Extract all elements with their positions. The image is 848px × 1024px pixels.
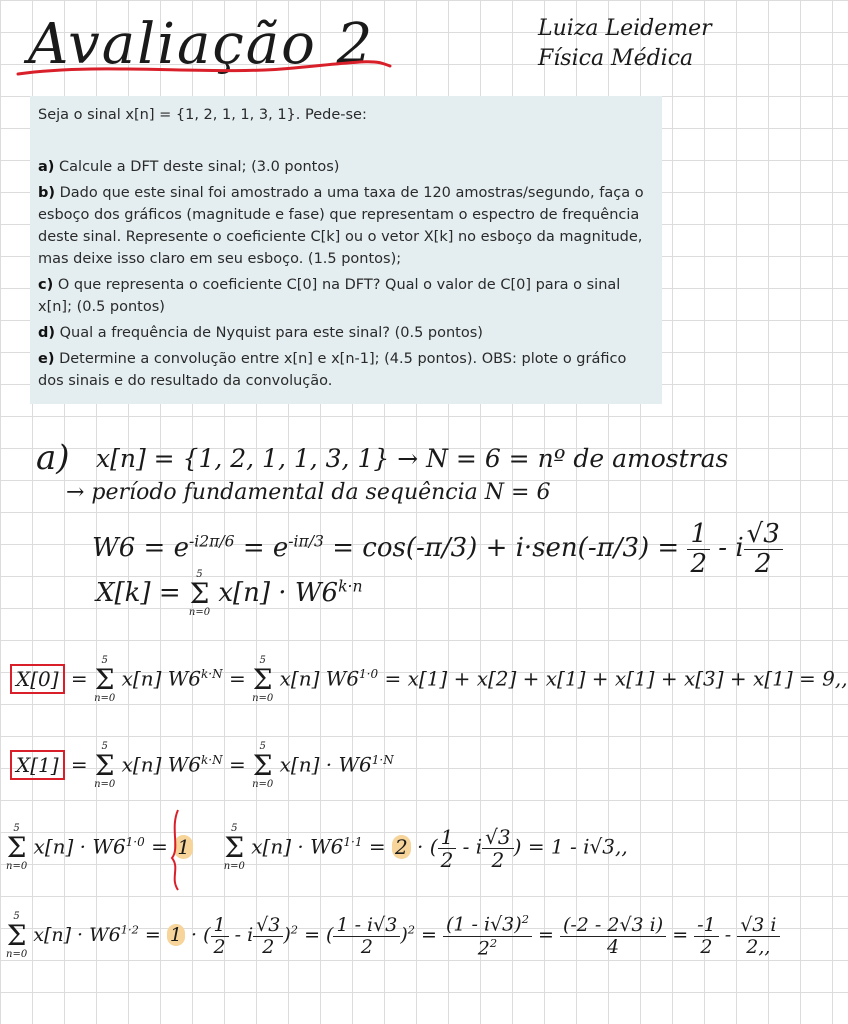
x0-result: = x[1] + x[2] + x[1] + x[1] + x[3] + x[1] = 9,, — [384, 666, 848, 691]
sum-symbol: 5 Σ n=0 — [252, 655, 274, 704]
square-exp: 2 — [407, 922, 415, 937]
row-2-term: x[n] · W6 — [33, 924, 121, 946]
numerator: 1 — [687, 520, 710, 550]
x1-exp-2: 1·N — [371, 752, 394, 767]
numerator: (-2 - 2√3 i) — [560, 915, 666, 937]
answer-line-1: x[n] = {1, 2, 1, 1, 3, 1} → N = 6 = nº de amostras — [96, 444, 729, 473]
denominator-text: 2 — [477, 936, 490, 959]
numerator: √3 — [744, 520, 783, 550]
row-1-exp-a: 1·0 — [125, 834, 145, 849]
question-item-d — [38, 322, 654, 344]
sum-lower: n=0 — [94, 779, 116, 790]
x1-term-1: x[n] W6 — [121, 752, 202, 777]
denominator: 2 — [262, 935, 275, 958]
fraction — [694, 915, 719, 958]
sum-symbol: 5 Σ n=0 — [94, 741, 116, 790]
row-1-term-a: x[n] · W6 — [33, 834, 126, 859]
numerator: 1 - i√3 — [333, 915, 400, 937]
x1-box: X[1] — [10, 750, 65, 780]
denominator: 2,, — [746, 935, 771, 958]
denominator: 2 — [690, 548, 707, 579]
row-1-result: = 1 - i√3,, — [527, 834, 628, 859]
x0-exp-2: 1·0 — [359, 666, 379, 681]
numerator: 1 — [211, 915, 229, 937]
w6-exp-1: -i2π/6 — [188, 532, 235, 551]
xk-definition — [96, 570, 363, 618]
answer-a-label: a) — [36, 438, 70, 478]
w6-rhs: = cos(-π/3) + i·sen(-π/3) = — [323, 533, 680, 564]
question-item-b — [38, 182, 654, 270]
fraction — [443, 913, 532, 958]
sum-symbol: 5 Σ n=0 — [223, 823, 245, 872]
x0-term-1: x[n] W6 — [121, 666, 202, 691]
denominator: 2 — [360, 935, 373, 958]
x0-exp-1: k·N — [201, 666, 223, 681]
w6-lhs: W6 = e — [92, 533, 189, 564]
x1-exp-1: k·N — [201, 752, 223, 767]
sum-upper: 5 — [259, 655, 266, 666]
numerator: 1 — [438, 826, 457, 849]
x0-box: X[0] — [10, 664, 65, 694]
denominator: 2 — [754, 548, 772, 579]
denominator: 2 — [700, 935, 713, 958]
sum-upper: 5 — [101, 741, 108, 752]
numerator: √3 i — [737, 915, 779, 937]
sum-symbol: 5 Σ n=0 — [6, 911, 28, 960]
denominator — [475, 937, 500, 959]
numerator: √3 — [253, 915, 283, 937]
sum-symbol: 5 Σ n=0 — [6, 823, 28, 872]
row-2-exp: 1·2 — [120, 922, 139, 937]
row-2-equation: 5 Σ n=0 $x[n] \cdot W6^{1\cdot 2} = 1$ · ( $\frac{1}{2}$ - i $\frac{√3}{2}$ )$^2$ = ( $\frac{1 - i√3}{2}$ )$^2$ = $\frac{(1 - i√3)^2}{2^2}$ = $\frac{(-2 - 2√3 i)}{4}$ = $\frac{-1}{2}$ - $\frac{√3 i}{2,,}$ — [6, 912, 780, 960]
x1-term-2: x[n] · W6 — [279, 752, 372, 777]
sum-lower: n=0 — [188, 607, 211, 618]
numerator-text: (1 - i√3) — [446, 913, 522, 936]
question-item-label: a) — [38, 159, 55, 175]
question-item-label: d) — [38, 325, 56, 341]
answer-line-2: → período fundamental da sequência N = 6 — [66, 480, 551, 505]
denominator: 4 — [607, 935, 620, 958]
fraction — [333, 915, 400, 958]
xk-rhs: x[n] · W6 — [218, 578, 339, 608]
question-item-a — [38, 156, 654, 178]
fraction — [744, 520, 783, 578]
fraction — [438, 826, 457, 871]
fraction — [560, 915, 666, 958]
sum-upper: 5 — [13, 911, 20, 922]
w6-mid: = e — [234, 533, 289, 564]
row-2-value: 1 — [167, 924, 185, 946]
sum-upper: 5 — [259, 741, 266, 752]
row-2-minus-i: - i — [228, 924, 254, 946]
numerator — [443, 913, 532, 936]
author-name: Luiza Leidemer — [538, 16, 712, 41]
sum-lower: n=0 — [6, 861, 28, 872]
author-block — [538, 14, 712, 74]
denominator: 2 — [440, 847, 454, 872]
sum-symbol: 5 Σ n=0 — [252, 741, 274, 790]
page-title: Avaliação 2 — [28, 12, 375, 77]
question-item-text: Determine a convolução entre x[n] e x[n-1]; (4.5 pontos). OBS: plote o gráfico dos sinais e do resultado da convolução. — [38, 351, 627, 389]
question-item-label: e) — [38, 351, 55, 367]
square-exp: 2 — [290, 922, 299, 937]
numerator: √3 — [482, 826, 513, 849]
x0-term-2: x[n] W6 — [279, 666, 360, 691]
row-1-exp-b: 1·1 — [343, 834, 363, 849]
red-bracket — [168, 808, 182, 892]
question-item-label: c) — [38, 277, 54, 293]
question-item-c — [38, 274, 654, 318]
question-item-label: b) — [38, 185, 56, 201]
fraction — [253, 915, 283, 958]
sum-symbol: 5 Σ n=0 — [94, 655, 116, 704]
numerator: -1 — [694, 915, 719, 937]
fraction — [687, 520, 710, 578]
question-intro: Seja o sinal x[n] = {1, 2, 1, 1, 3, 1}. Pede-se: — [38, 107, 367, 123]
square-exp: 2 — [521, 912, 529, 927]
question-box — [30, 96, 662, 404]
fraction — [482, 826, 513, 871]
sum-lower: n=0 — [6, 949, 28, 960]
sum-upper: 5 — [231, 823, 238, 834]
sum-lower: n=0 — [223, 861, 245, 872]
x0-equation: X[0] = 5 Σ n=0 x[n] $W6^{k\cdot N}$ = 5 Σ n=0 x[n] $W6^{1\cdot 0} = x[1] + x[2] + x[1] + x[1] + x[3] + x[1] = 9$,, — [10, 656, 848, 704]
question-item-e — [38, 348, 654, 392]
title-underline — [14, 56, 394, 86]
w6-minus-i: - i — [710, 533, 744, 564]
sum-symbol: 5 Σ n=0 — [188, 569, 211, 618]
author-course: Física Médica — [538, 46, 694, 71]
fraction — [211, 915, 229, 958]
xk-lhs: X[k] = — [96, 578, 181, 608]
question-item-text: O que representa o coeficiente C[0] na DFT? Qual o valor de C[0] para o sinal x[n]; (0.5 pontos) — [38, 277, 621, 315]
sum-lower: n=0 — [252, 693, 274, 704]
sum-lower: n=0 — [252, 779, 274, 790]
xk-exp: k·n — [338, 577, 363, 596]
sum-upper: 5 — [196, 569, 203, 580]
w6-exp-2: -iπ/3 — [288, 532, 324, 551]
row-1-value-a: 1 — [174, 835, 193, 859]
square-exp: 2 — [489, 935, 498, 950]
question-item-text: Calcule a DFT deste sinal; (3.0 pontos) — [59, 159, 340, 175]
denominator: 2 — [213, 935, 226, 958]
row-1-value-b: 2 — [392, 835, 411, 859]
sum-upper: 5 — [13, 823, 20, 834]
sum-upper: 5 — [101, 655, 108, 666]
row-1-equation: 5 Σ n=0 $x[n] \cdot W6^{1\cdot 0} = 1$ 5 Σ n=0 $x[n] \cdot W6^{1\cdot 1} = 2$ · ( $\frac{1}{2}$ - i $\frac{√3}{2}$ ) = 1 - i√3,, — [6, 823, 628, 872]
fraction — [737, 915, 779, 958]
question-item-text: Dado que este sinal foi amostrado a uma taxa de 120 amostras/segundo, faça o esboço dos gráficos (magnitude e fase) que representam o espectro de frequência deste sinal. Represente o coeficiente C[k] ou o vetor X[k] no esboço da magnitude, mas deixe isso claro em seu esboço. (1.5 pontos); — [38, 185, 644, 267]
x1-equation: X[1] = 5 Σ n=0 x[n] $W6^{k\cdot N}$ = 5 Σ n=0 $x[n] \cdot W6^{1\cdot N}$ — [10, 742, 394, 790]
question-item-text: Qual a frequência de Nyquist para este sinal? (0.5 pontos) — [59, 325, 483, 341]
denominator: 2 — [491, 847, 505, 872]
row-1-term-b: x[n] · W6 — [251, 834, 344, 859]
sum-lower: n=0 — [94, 693, 116, 704]
